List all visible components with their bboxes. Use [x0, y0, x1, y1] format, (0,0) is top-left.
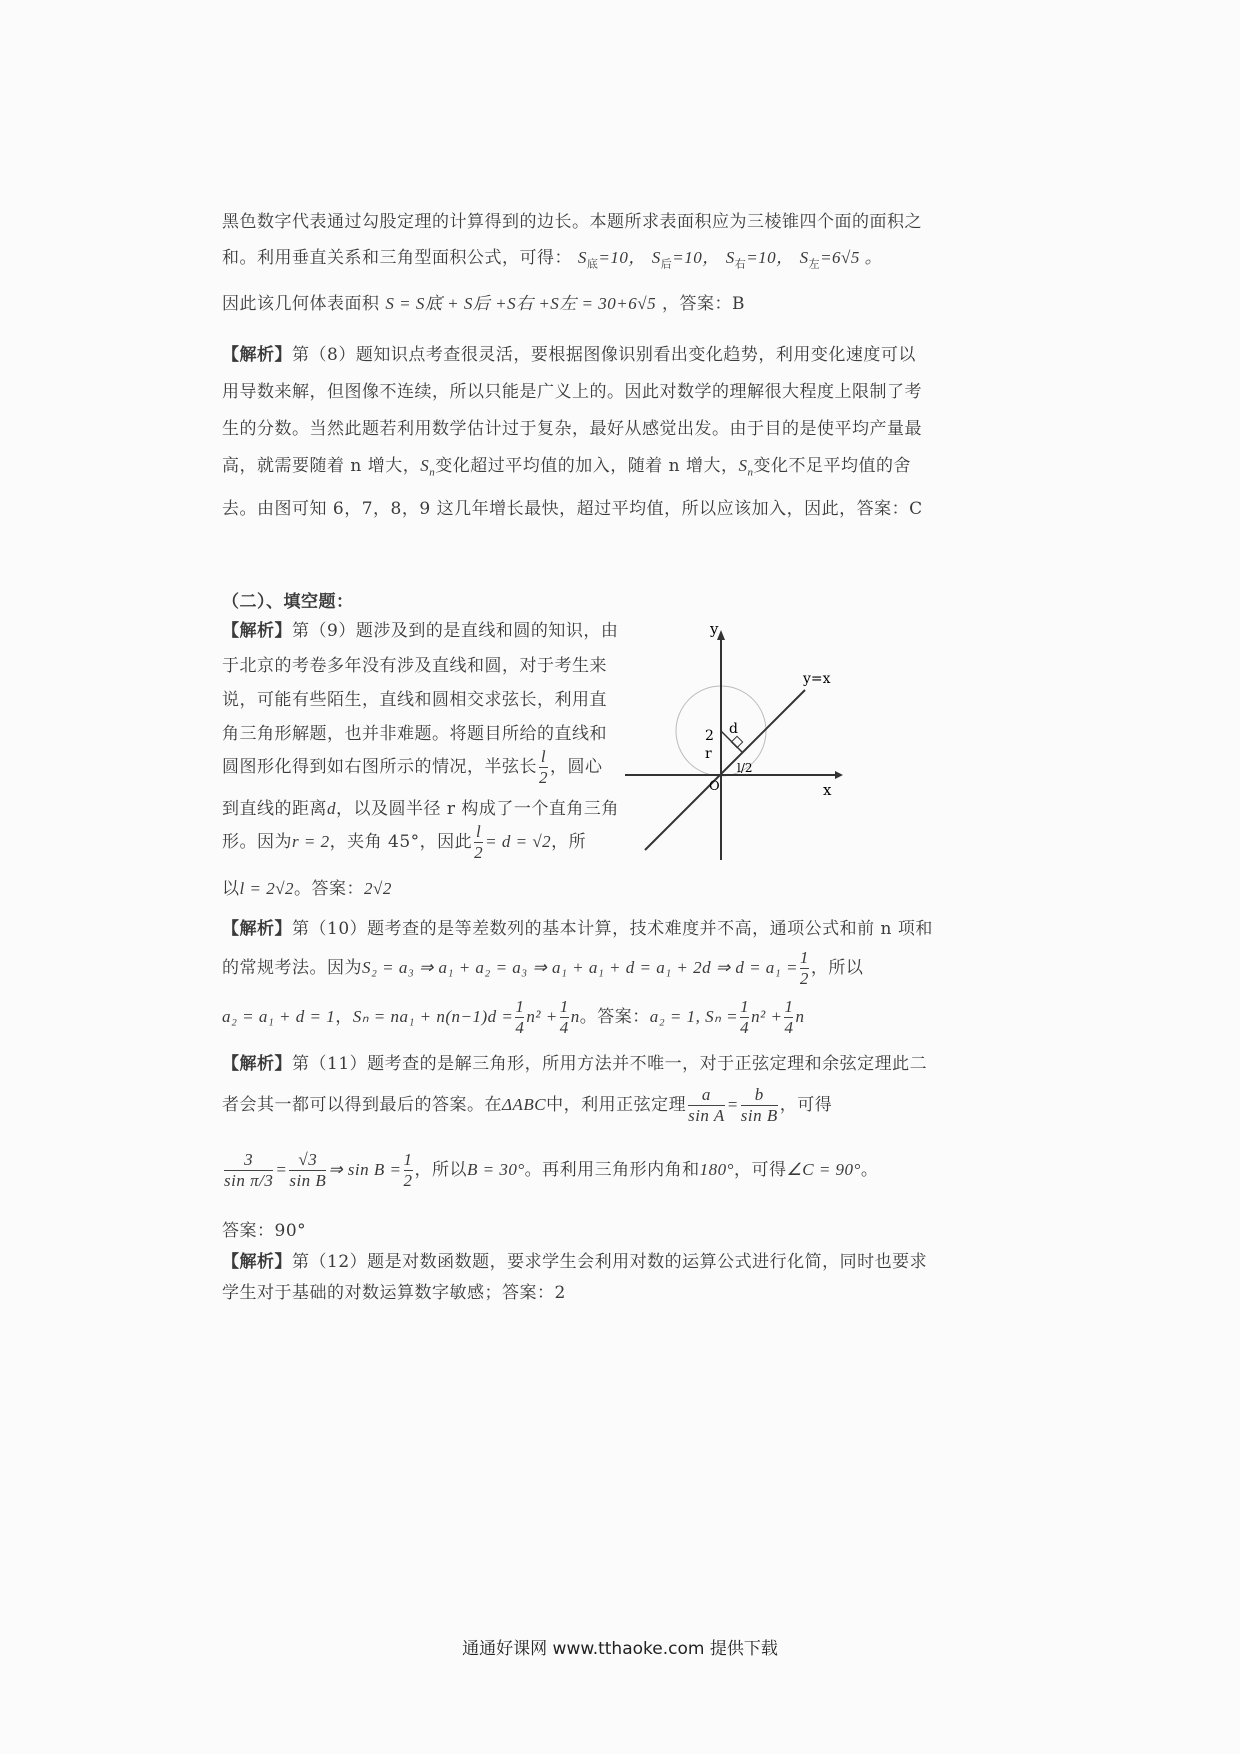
p3-line7-a: 形。因为 [222, 832, 292, 852]
sine-frac-a [688, 1085, 725, 1126]
p3-line6 [222, 797, 619, 821]
analysis-tag: 【解析】 [222, 1054, 292, 1074]
s-bottom-val: =10， [598, 248, 646, 267]
frac-den: 4 [784, 1018, 794, 1037]
label-d: d [729, 721, 738, 737]
s-back-sub: 后 [660, 257, 673, 271]
p2-line1-text: 第（8）题知识点考查很灵活，要根据图像识别看出变化趋势，利用变化速度可以 [292, 345, 916, 365]
p3-line8-a: 以 [222, 879, 240, 899]
label-y: y [710, 620, 719, 638]
sinb-implies: ⇒ sin B = [328, 1160, 402, 1179]
frac-den: sin B [740, 1106, 778, 1125]
frac-num: a [701, 1085, 711, 1104]
p3-line6-b: ，以及圆半径 r 构成了一个直角三角 [336, 799, 619, 819]
t-g: 。 [860, 1160, 879, 1180]
chord-eq: l = 2√2 [239, 879, 295, 898]
p1-line2-text: 和。利用垂直关系和三角型面积公式，可得： [222, 248, 572, 268]
frac-den: 2 [799, 969, 809, 988]
p5-line2-a: 者会其一都可以得到最后的答案。在 [222, 1095, 502, 1115]
sine-frac-b [741, 1085, 778, 1126]
n-squared: n² + [526, 1007, 558, 1026]
p3-line5-text: 圆图形化得到如右图所示的情况，半弦长 [222, 757, 537, 777]
frac-num: 1 [740, 997, 750, 1016]
p2-line4-c: 变化不足平均值的舍 [753, 456, 912, 476]
p1-line3 [222, 292, 745, 316]
n-squared-b: n² + [751, 1007, 783, 1026]
n-term-b: n [795, 1007, 805, 1026]
p3-line7-b: ，夹角 45°，因此 [329, 832, 473, 852]
frac-den: 2 [403, 1171, 413, 1190]
p3-line7 [222, 822, 586, 863]
frac-num: 1 [515, 997, 525, 1016]
p3-line6-a: 到直线的距离 [222, 799, 327, 819]
p3-line8 [222, 877, 392, 901]
frac-den: 4 [559, 1018, 569, 1037]
p3-line2: 于北京的考卷多年没有涉及直线和圆，对于考生来 [222, 656, 607, 676]
distance-d: d [327, 799, 336, 818]
p3-line5-post: ，圆心 [550, 757, 603, 777]
frac-num: b [754, 1085, 764, 1104]
analysis-tag: 【解析】 [222, 621, 292, 641]
frac-den: 4 [740, 1018, 750, 1037]
line-y-eq-x [645, 690, 805, 850]
t-e: ，可得 [733, 1160, 787, 1180]
frac-sqrt3 [289, 1150, 326, 1191]
a2-eq: a₂ = a₁ + d = 1 [222, 1007, 336, 1026]
sn-sub-1: n [429, 466, 436, 479]
frac-den: 4 [515, 1018, 525, 1037]
frac-den: 2 [474, 843, 484, 862]
frac-3 [740, 997, 749, 1038]
p4-line1 [222, 917, 933, 941]
frac-num: l [476, 822, 482, 841]
t-a: ，所以 [414, 1160, 468, 1180]
sn-symbol-2: S [738, 456, 748, 475]
label-o: O [709, 779, 720, 794]
label-2: 2 [705, 728, 714, 744]
frac-num: 1 [799, 948, 809, 967]
s-left: S [799, 248, 809, 267]
p4-line3 [222, 997, 804, 1038]
p3-line1-text: 第（9）题涉及到的是直线和圆的知识，由 [292, 621, 619, 641]
p2-line4-a: 高，就需要随着 n 增大， [222, 456, 421, 476]
p5-line2-b: 中，利用正弦定理 [546, 1095, 687, 1115]
frac-num: 1 [403, 1150, 413, 1169]
label-r: r [705, 746, 712, 762]
equals: = [726, 1095, 739, 1114]
p4-line2-b: ，所以 [810, 958, 864, 978]
triangle-abc: ΔABC [502, 1095, 547, 1114]
p3-line4: 角三角形解题，也并非难题。将题目所给的直线和 [222, 724, 607, 744]
frac-num: 3 [244, 1150, 254, 1169]
sn-symbol-1: S [420, 456, 430, 475]
p5-line2-c: ，可得 [779, 1095, 833, 1115]
frac-num: √3 [298, 1150, 318, 1169]
p6-line1-text: 第（12）题是对数函数题，要求学生会利用对数的运算公式进行化简，同时也要求 [292, 1252, 928, 1272]
analysis-tag: 【解析】 [222, 345, 292, 365]
d-fraction [800, 948, 809, 989]
p2-line1 [222, 343, 916, 367]
answer-label: 。答案： [579, 1007, 650, 1027]
angle-b: B = 30° [467, 1160, 525, 1179]
p5-line1-text: 第（11）题考查的是解三角形，所用方法并不唯一，对于正弦定理和余弦定理此二 [292, 1054, 928, 1074]
frac-den: 2 [539, 768, 548, 787]
sn-eq: Sₙ = na₁ + n(n−1)d = [352, 1007, 514, 1026]
footer-source: 通通好课网 www.tthaoke.com 提供下载 [462, 1639, 778, 1659]
s-back-val: =10， [672, 248, 720, 267]
s-right-val: =10， [746, 248, 794, 267]
sn-sub-2: n [747, 466, 754, 479]
section-heading: （二）、填空题： [222, 592, 354, 612]
frac-den: sin π/3 [224, 1171, 274, 1190]
answer-10: a₂ = 1, Sₙ = [649, 1007, 739, 1026]
frac-num: 1 [559, 997, 569, 1016]
p6-line2: 学生对于基础的对数运算数字敏感；答案：2 [222, 1283, 566, 1303]
p2-line3: 生的分数。当然此题若利用数学估计过于复杂，最好从感觉出发。由于目的是使平均产量最 [222, 419, 922, 439]
half-chord-fraction [539, 747, 548, 788]
angle-sum: 180° [699, 1160, 734, 1179]
analysis-tag: 【解析】 [222, 919, 292, 939]
sequence-derivation: S₂ = a₃ ⇒ a₁ + a₂ = a₃ ⇒ a₁ + a₁ + d = a₁ + 2d ⇒ d = a₁ = [362, 958, 798, 977]
half-chord-fraction-2 [474, 822, 483, 863]
p1-line3-answer: ，答案：B [661, 294, 745, 314]
p4-line1-text: 第（10）题考查的是等差数列的基本计算，技术难度并不高，通项公式和前 n 项和 [292, 919, 933, 939]
p5-line2 [222, 1085, 832, 1126]
p3-line3: 说，可能有些陌生，直线和圆相交求弦长，利用直 [222, 690, 607, 710]
p5-line1 [222, 1052, 927, 1076]
s-bottom-sub: 底 [586, 257, 599, 271]
frac-1 [515, 997, 524, 1038]
p6-line1 [222, 1250, 927, 1274]
s-left-sub: 左 [808, 257, 821, 271]
p3-line5 [222, 747, 603, 788]
s-bottom: S [577, 248, 587, 267]
frac-3-over-sin [224, 1150, 273, 1191]
answer-9: 2√2 [364, 879, 392, 898]
label-line: y=x [803, 671, 831, 687]
p3-line1 [222, 619, 618, 643]
equals: = [275, 1160, 288, 1179]
p3-line8-b: 。答案： [294, 879, 365, 899]
sep: ， [335, 1007, 353, 1027]
n-term: n [570, 1007, 580, 1026]
s-back: S [651, 248, 661, 267]
frac-half [404, 1150, 413, 1191]
analysis-tag: 【解析】 [222, 1252, 292, 1272]
frac-den: sin B [289, 1171, 327, 1190]
frac-2 [560, 997, 569, 1038]
p2-line4 [222, 454, 911, 484]
s-right-sub: 右 [734, 257, 747, 271]
p4-line2 [222, 948, 863, 989]
label-angle: l/2 [737, 761, 753, 775]
frac-num: 1 [784, 997, 794, 1016]
p2-line5: 去。由图可知 6，7，8，9 这几年增长最快，超过平均值，所以应该加入，因此，答案：C [222, 499, 923, 519]
surface-area-formula: S = S底 + S后 +S右 +S左 = 30+6√5 [385, 294, 657, 313]
frac-num: l [540, 747, 547, 766]
circle-line-figure [625, 620, 855, 870]
answer-11: 答案：90° [222, 1221, 307, 1241]
p3-line7-c: ，所 [551, 832, 587, 852]
half-chord-eq: = d = √2 [485, 832, 552, 851]
label-x: x [823, 781, 832, 799]
p1-line3-text: 因此该几何体表面积 [222, 294, 380, 314]
p4-line2-a: 的常规考法。因为 [222, 958, 362, 978]
s-left-val: =6√5 。 [820, 248, 883, 267]
t-c: 。再利用三角形内角和 [524, 1160, 700, 1180]
s-right: S [725, 248, 735, 267]
p2-line2: 用导数来解，但图像不连续，所以只能是广义上的。因此对数学的理解很大程度上限制了考 [222, 382, 922, 402]
p2-line4-b: 变化超过平均值的加入，随着 n 增大， [435, 456, 739, 476]
p1-line1: 黑色数字代表通过勾股定理的计算得到的边长。本题所求表面积应为三棱锥四个面的面积之 [222, 212, 922, 232]
p1-line2 [222, 246, 882, 276]
radius-eq: r = 2 [292, 832, 330, 851]
p5-line3 [222, 1150, 878, 1191]
x-axis-arrow [835, 771, 843, 779]
angle-c: ∠C = 90° [786, 1160, 861, 1179]
frac-den: sin A [688, 1106, 725, 1125]
frac-4 [784, 997, 793, 1038]
